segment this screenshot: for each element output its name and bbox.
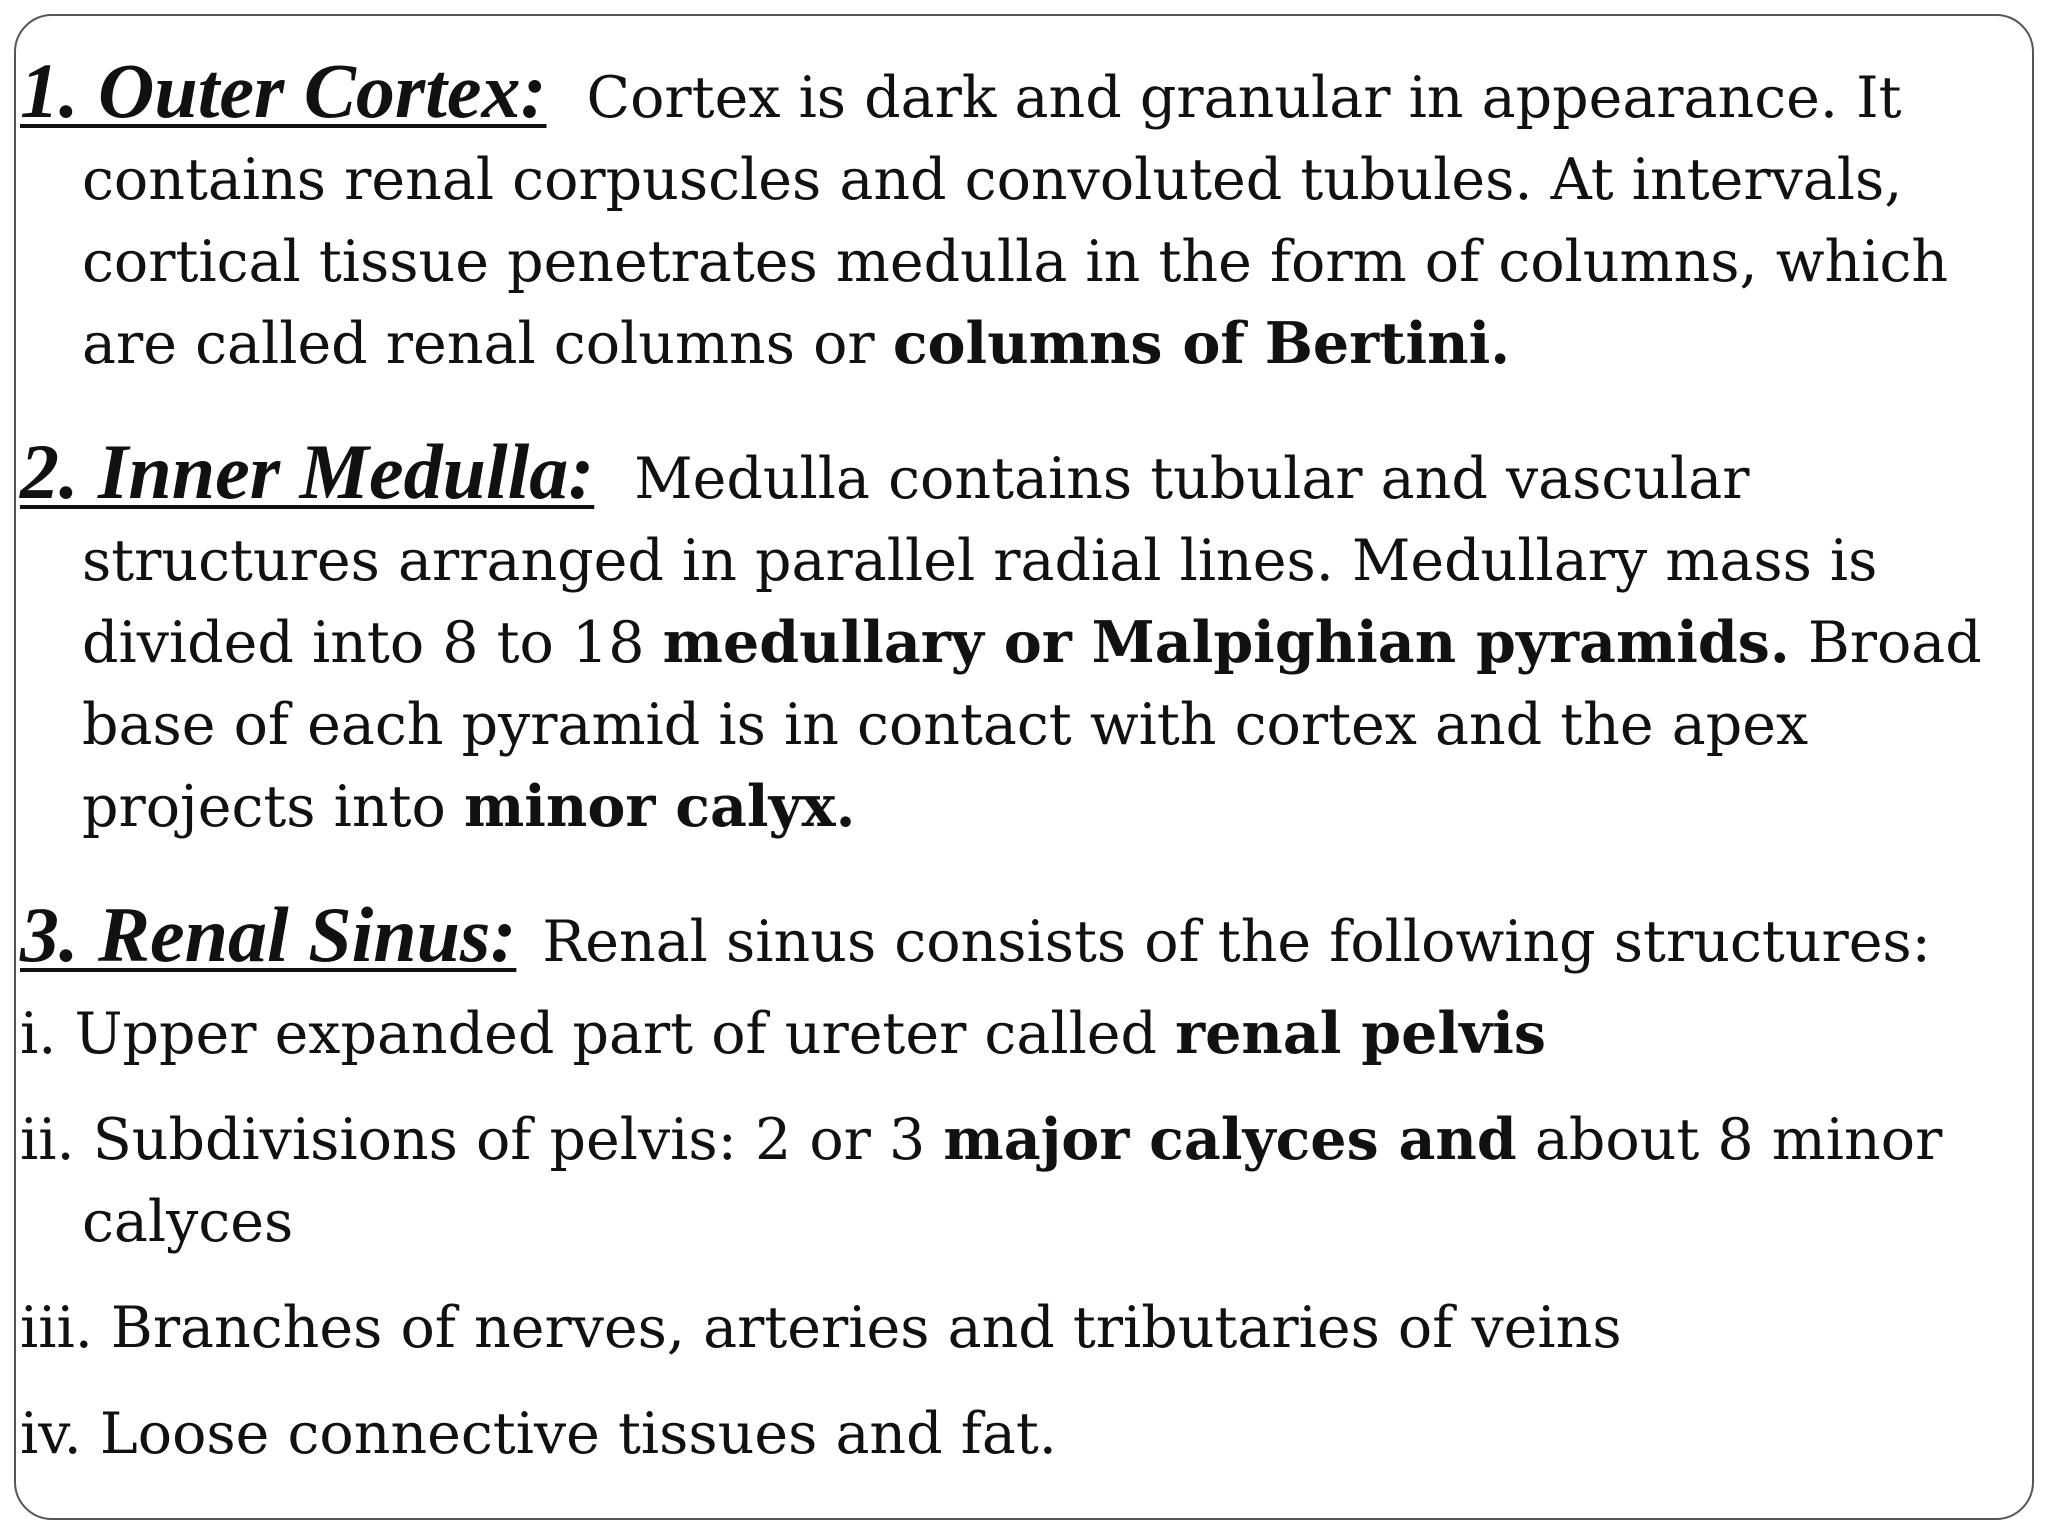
section-heading-outer-cortex: 1. Outer Cortex: [20, 47, 547, 134]
section-heading-renal-sinus: 3. Renal Sinus: [20, 891, 517, 978]
list-item [20, 1287, 2035, 1369]
renal-sinus-text: Renal sinus consists of the following structures: [542, 909, 1931, 975]
list-item-text-continued: about 8 minor calyces [82, 1107, 1943, 1255]
inner-medulla-text-1: Medulla contains tubular and vascular structures arranged in parallel radial lines. Medullary mass is divided into 8 to 18 [82, 446, 1878, 676]
section-inner-medulla [20, 428, 2035, 848]
list-item-text: ii. Subdivisions of pelvis: 2 or 3 [20, 1107, 944, 1173]
section-renal-sinus [20, 891, 2035, 1475]
inner-medulla-text-2: Broad base of each pyramid is in contact with cortex and the apex projects into [82, 610, 1982, 840]
inner-medulla-bold-term-1: medullary or Malpighian pyramids. [662, 609, 1790, 676]
list-item-text: iii. Branches of nerves, arteries and tributaries of veins [20, 1295, 1622, 1361]
outer-cortex-bold-term: columns of Bertini. [892, 310, 1511, 377]
list-item [20, 1099, 2035, 1263]
list-item-bold-term: major calyces and [943, 1106, 1517, 1173]
section-outer-cortex [20, 47, 2035, 385]
renal-sinus-intro [20, 891, 2035, 983]
outer-cortex-text: Cortex is dark and granular in appearance. It contains renal corpuscles and convoluted tubules. At intervals, cortical tissue penetrates medulla in the form of columns, which are called renal columns or [82, 65, 1949, 377]
list-item [20, 1393, 2035, 1475]
list-item-bold-term: renal pelvis [1175, 1000, 1546, 1067]
list-item-text: i. Upper expanded part of ureter called [20, 1001, 1176, 1067]
inner-medulla-bold-term-2: minor calyx. [463, 773, 856, 840]
list-item-text: iv. Loose connective tissues and fat. [20, 1401, 1057, 1467]
slide-content [20, 47, 2035, 1475]
renal-sinus-list [20, 993, 2035, 1475]
section-heading-inner-medulla: 2. Inner Medulla: [20, 428, 595, 515]
list-item [20, 993, 2035, 1075]
